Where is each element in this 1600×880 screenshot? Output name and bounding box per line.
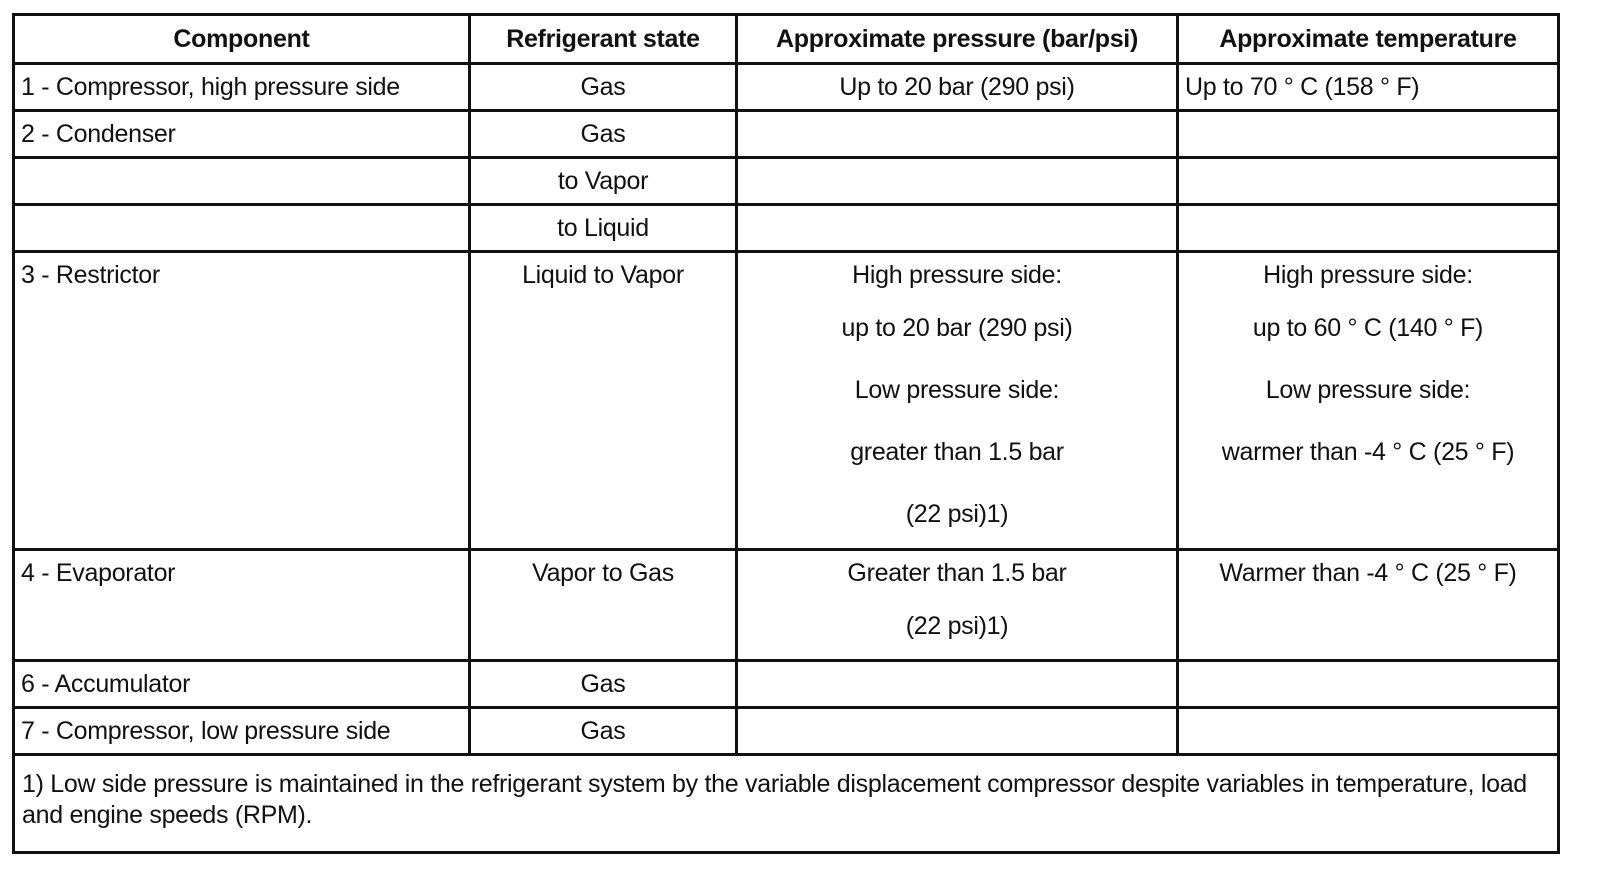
cell-refrigerant-state: Vapor to Gas: [470, 550, 737, 661]
cell-temperature-line: Warmer than -4 ° C (25 ° F): [1219, 559, 1517, 587]
table-row: [14, 111, 1559, 158]
table-row: [14, 661, 1559, 708]
cell-pressure-line: Greater than 1.5 bar: [847, 559, 1067, 587]
cell-temperature: [1178, 111, 1559, 158]
cell-pressure: [737, 661, 1178, 708]
cell-component: 3 - Restrictor: [14, 252, 470, 550]
cell-pressure: [737, 252, 1178, 550]
cell-temperature-line: up to 60 ° C (140 ° F): [1252, 314, 1484, 342]
cell-refrigerant-state: to Liquid: [470, 205, 737, 252]
cell-pressure-line: greater than 1.5 bar: [850, 438, 1064, 466]
cell-component: 6 - Accumulator: [14, 661, 470, 708]
cell-temperature: [1178, 550, 1559, 661]
header-component: Component: [14, 15, 470, 64]
table-row: [14, 205, 1559, 252]
cell-pressure-line: (22 psi)1): [905, 612, 1009, 640]
cell-pressure-line: High pressure side:: [852, 261, 1062, 289]
cell-temperature-line: warmer than -4 ° C (25 ° F): [1221, 438, 1515, 466]
footnote: 1) Low side pressure is maintained in the refrigerant system by the variable displacement compressor despite variables in temperature, load and engine speeds (RPM).: [14, 755, 1559, 853]
cell-component: 2 - Condenser: [14, 111, 470, 158]
cell-temperature: [1178, 661, 1559, 708]
cell-pressure-line: up to 20 bar (290 psi): [841, 314, 1073, 342]
cell-component: 7 - Compressor, low pressure side: [14, 708, 470, 755]
table-row: [14, 708, 1559, 755]
refrigerant-state-table: [12, 13, 1560, 854]
cell-temperature: [1178, 708, 1559, 755]
cell-component: 1 - Compressor, high pressure side: [14, 64, 470, 111]
cell-refrigerant-state: Gas: [470, 111, 737, 158]
cell-refrigerant-state: Gas: [470, 708, 737, 755]
cell-pressure-line: (22 psi)1): [905, 500, 1009, 528]
cell-pressure-line: Up to 20 bar (290 psi): [839, 73, 1075, 101]
cell-refrigerant-state: to Vapor: [470, 158, 737, 205]
cell-component: 4 - Evaporator: [14, 550, 470, 661]
footnote-row: [14, 755, 1559, 853]
table-row: [14, 252, 1559, 550]
header-refrigerant-state: Refrigerant state: [470, 15, 737, 64]
table-row: [14, 158, 1559, 205]
cell-refrigerant-state: Gas: [470, 661, 737, 708]
cell-refrigerant-state: Liquid to Vapor: [470, 252, 737, 550]
cell-temperature: [1178, 64, 1559, 111]
header-approximate-temperature: Approximate temperature: [1178, 15, 1559, 64]
cell-pressure: [737, 205, 1178, 252]
cell-pressure: [737, 158, 1178, 205]
cell-temperature: [1178, 252, 1559, 550]
cell-pressure: [737, 708, 1178, 755]
table-row: [14, 64, 1559, 111]
cell-temperature-line: Low pressure side:: [1265, 376, 1471, 404]
cell-component: [14, 205, 470, 252]
cell-pressure-line: Low pressure side:: [854, 376, 1060, 404]
cell-temperature-line: High pressure side:: [1263, 261, 1473, 289]
cell-temperature-line: Up to 70 ° C (158 ° F): [1185, 73, 1420, 101]
table-header-row: [14, 15, 1559, 64]
cell-refrigerant-state: Gas: [470, 64, 737, 111]
cell-component: [14, 158, 470, 205]
cell-pressure: [737, 111, 1178, 158]
cell-temperature: [1178, 158, 1559, 205]
table-row: [14, 550, 1559, 661]
cell-pressure: [737, 550, 1178, 661]
header-approximate-pressure: Approximate pressure (bar/psi): [737, 15, 1178, 64]
cell-temperature: [1178, 205, 1559, 252]
cell-pressure: [737, 64, 1178, 111]
